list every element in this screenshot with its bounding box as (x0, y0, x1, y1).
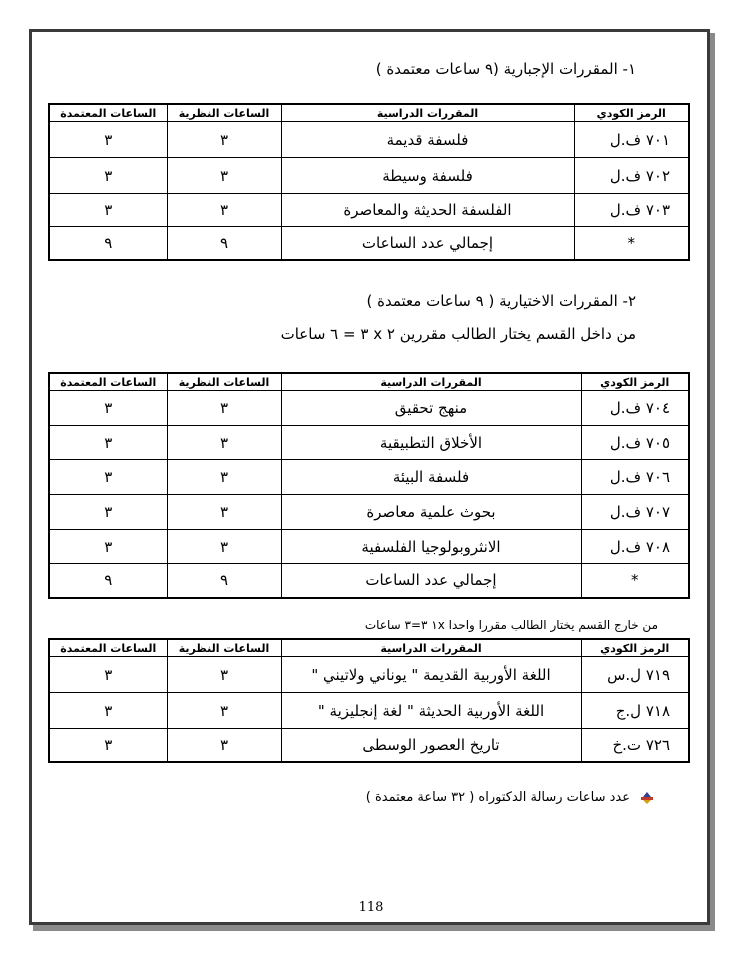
table-row (49, 495, 689, 530)
section3-subtitle: من خارج القسم يختار الطالب مقررا واحدا ١x ٣=٣ ساعات (364, 618, 658, 632)
course-code: ٧٠٨ ف.ل (581, 530, 689, 564)
header-theory: الساعات النظرية (167, 639, 281, 657)
course-name: إجمالي عدد الساعات (281, 564, 581, 598)
credit-hours: ٣ (49, 426, 167, 460)
theory-hours: ٣ (167, 693, 281, 729)
credit-hours: ٣ (49, 460, 167, 495)
theory-hours: ٣ (167, 391, 281, 426)
table-row (49, 460, 689, 495)
credit-hours: ٣ (49, 495, 167, 530)
credit-hours: ٣ (49, 391, 167, 426)
credit-hours: ٣ (49, 158, 167, 194)
theory-hours: ٣ (167, 194, 281, 227)
course-name: اللغة الأوربية القديمة " يوناني ولاتيني " (281, 657, 581, 693)
credit-hours: ٣ (49, 657, 167, 693)
course-code: ٧١٨ ل.ج (581, 693, 689, 729)
table-row (49, 122, 689, 158)
table-row (49, 194, 689, 227)
course-code: ٧٠٢ ف.ل (574, 158, 689, 194)
theory-hours: ٣ (167, 495, 281, 530)
table-header-row (49, 373, 689, 391)
compulsory-courses-table (48, 103, 690, 261)
table-row (49, 693, 689, 729)
page-number: 118 (358, 900, 384, 915)
course-name: الفلسفة الحديثة والمعاصرة (281, 194, 574, 227)
table-header-row (49, 104, 689, 122)
theory-hours: ٣ (167, 158, 281, 194)
theory-hours: ٣ (167, 460, 281, 495)
elective-internal-table (48, 372, 690, 599)
header-course: المقررات الدراسية (281, 104, 574, 122)
section1-title: ١- المقررات الإجبارية (٩ ساعات معتمدة ) (375, 60, 636, 78)
course-code: * (574, 227, 689, 260)
course-name: الانثروبولوجيا الفلسفية (281, 530, 581, 564)
total-row (49, 564, 689, 598)
header-credit: الساعات المعتمدة (49, 104, 167, 122)
section2-title: ٢- المقررات الاختيارية ( ٩ ساعات معتمدة ) (366, 292, 636, 310)
bullet-arrow-icon (640, 791, 654, 805)
page-shadow-right (710, 33, 715, 931)
theory-hours: ٩ (167, 564, 281, 598)
credit-hours: ٣ (49, 194, 167, 227)
course-code: ٧٠٧ ف.ل (581, 495, 689, 530)
table-row (49, 158, 689, 194)
phd-thesis-note (366, 790, 654, 805)
table-row (49, 391, 689, 426)
table-row (49, 657, 689, 693)
credit-hours: ٣ (49, 729, 167, 762)
table-row (49, 530, 689, 564)
course-code: ٧٠١ ف.ل (574, 122, 689, 158)
course-name: إجمالي عدد الساعات (281, 227, 574, 260)
header-theory: الساعات النظرية (167, 104, 281, 122)
theory-hours: ٣ (167, 426, 281, 460)
note-text: عدد ساعات رسالة الدكتوراه ( ٣٢ ساعة معتمدة ) (365, 790, 630, 805)
header-code: الرمز الكودي (574, 104, 689, 122)
page-shadow-bottom (33, 925, 714, 931)
section2-subtitle: من داخل القسم يختار الطالب مقررين ٢ x ٣ = ٦ ساعات (280, 325, 636, 343)
total-row (49, 227, 689, 260)
course-name: تاريخ العصور الوسطى (281, 729, 581, 762)
course-code: ٧٢٦ ت.خ (581, 729, 689, 762)
course-code: * (581, 564, 689, 598)
header-theory: الساعات النظرية (167, 373, 281, 391)
course-code: ٧١٩ ل.س (581, 657, 689, 693)
course-code: ٧٠٣ ف.ل (574, 194, 689, 227)
header-course: المقررات الدراسية (281, 639, 581, 657)
header-credit: الساعات المعتمدة (49, 639, 167, 657)
theory-hours: ٣ (167, 122, 281, 158)
header-course: المقررات الدراسية (281, 373, 581, 391)
theory-hours: ٣ (167, 657, 281, 693)
course-code: ٧٠٥ ف.ل (581, 426, 689, 460)
credit-hours: ٣ (49, 122, 167, 158)
course-name: بحوث علمية معاصرة (281, 495, 581, 530)
elective-external-table (48, 638, 690, 763)
theory-hours: ٣ (167, 530, 281, 564)
theory-hours: ٣ (167, 729, 281, 762)
course-name: اللغة الأوربية الحديثة " لغة إنجليزية " (281, 693, 581, 729)
course-name: فلسفة وسيطة (281, 158, 574, 194)
course-code: ٧٠٤ ف.ل (581, 391, 689, 426)
table-header-row (49, 639, 689, 657)
course-code: ٧٠٦ ف.ل (581, 460, 689, 495)
course-name: الأخلاق التطبيقية (281, 426, 581, 460)
credit-hours: ٩ (49, 227, 167, 260)
header-credit: الساعات المعتمدة (49, 373, 167, 391)
theory-hours: ٩ (167, 227, 281, 260)
course-name: فلسفة البيئة (281, 460, 581, 495)
header-code: الرمز الكودي (581, 639, 689, 657)
credit-hours: ٣ (49, 530, 167, 564)
table-row (49, 729, 689, 762)
credit-hours: ٩ (49, 564, 167, 598)
course-name: منهج تحقيق (281, 391, 581, 426)
table-row (49, 426, 689, 460)
credit-hours: ٣ (49, 693, 167, 729)
course-name: فلسفة قديمة (281, 122, 574, 158)
header-code: الرمز الكودي (581, 373, 689, 391)
